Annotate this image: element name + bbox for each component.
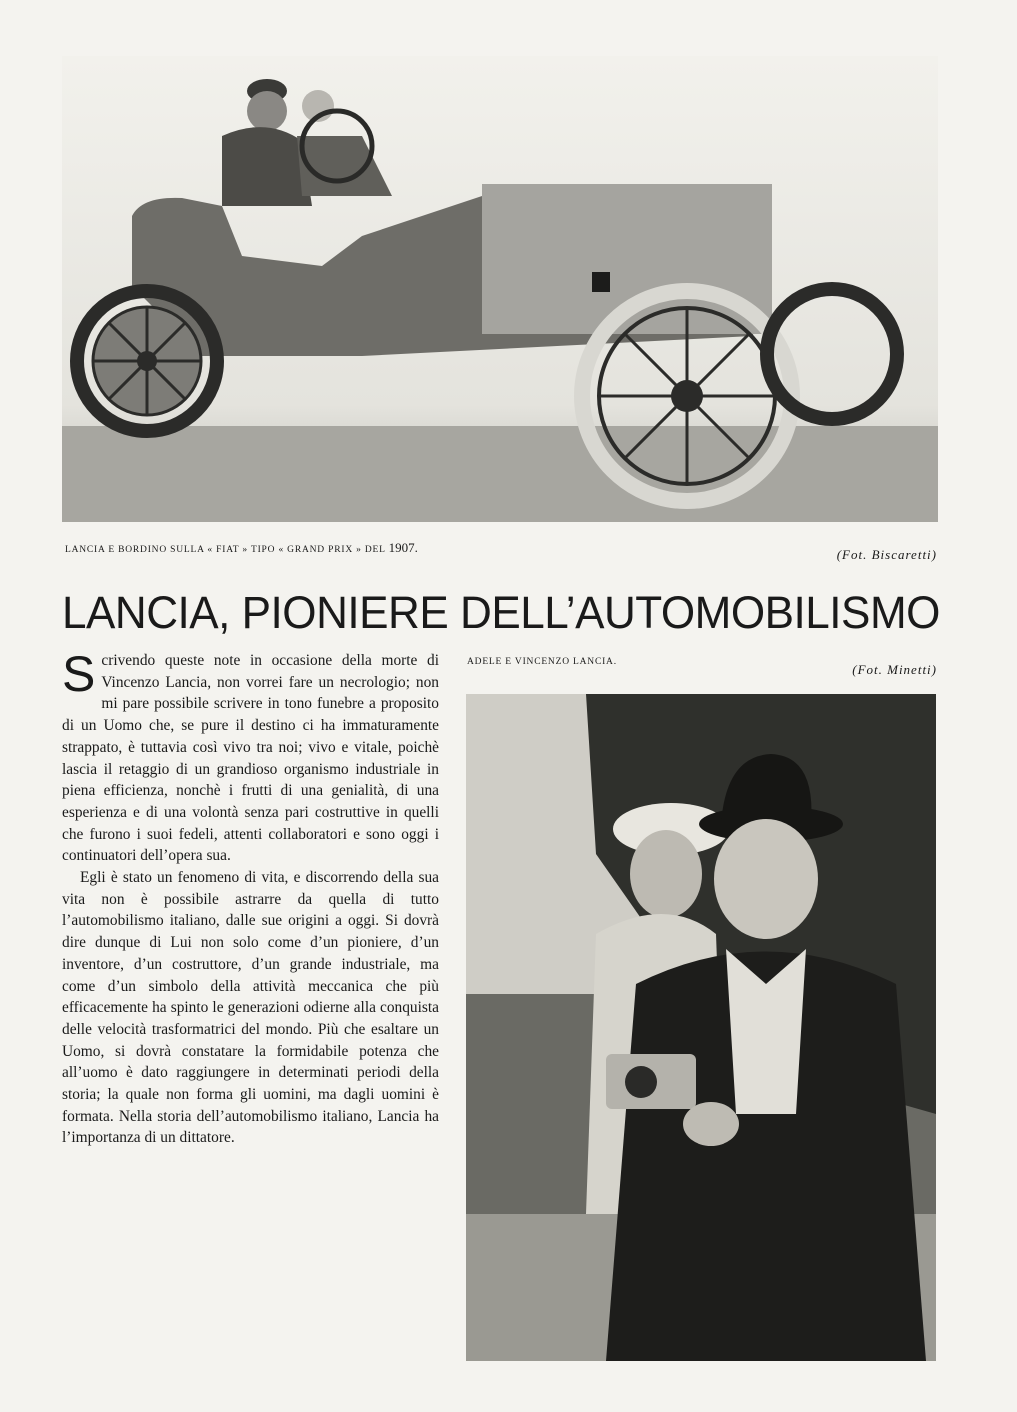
portrait-caption: ADELE E VINCENZO LANCIA.	[467, 657, 617, 667]
top-photo-caption-year: 1907.	[388, 540, 418, 555]
drop-cap: S	[62, 646, 96, 702]
race-car-photo	[62, 56, 938, 522]
race-car-photo-image	[62, 56, 938, 522]
top-photo-caption	[65, 540, 418, 556]
article-paragraph-1	[62, 646, 439, 867]
top-photo-caption-text: LANCIA E BORDINO SULLA « FIAT » TIPO « GRAND PRIX » DEL	[65, 545, 386, 555]
article-paragraph-2: Egli è stato un fenomeno di vita, e discorrendo della sua vita non è possibile astrarre da quella di tutto l’automobilismo italiano, dalle sue origini a oggi. Si dovrà dire dunque di Lui non solo come d’un pioniere, d’un inventore, d’un costruttore, d’un grande industriale, ma come d’un simbolo della attività meccanica che più efficacemente ha spinto le generazioni odierne alla conquista delle velocità trasformatrici del mondo. Più che esaltare un Uomo, si dovrà constatare la formidabile potenza che all’uomo è dato raggiungere in determinati periodi della storia; la quale non forma gli uomini, ma dagli uomini è formata. Nella storia dell’automobilismo italiano, Lancia ha l’importanza di un dittatore.	[62, 869, 439, 1147]
top-photo-credit: (Fot. Biscaretti)	[836, 547, 937, 562]
article-headline: LANCIA, PIONIERE DELL’AUTOMOBILISMO	[62, 587, 940, 638]
article-body	[62, 646, 439, 1149]
paragraph-1-text: crivendo queste note in occasione della morte di Vincenzo Lancia, non vorrei fare un necrologio; non mi pare possibile scrivere in tono funebre a proposito di un Uomo che, se pure il destino ci ha immaturamente strappato, è tuttavia così vivo tra noi; vivo e vitale, poichè lascia il retaggio di un grandioso organismo industriale in piena efficienza, nonchè i frutti di una genialità, di una esperienza e di una volontà senza pari costruttive in quelli che furono i suoi fedeli, attenti collaboratori e sono oggi i continuatori dell’opera sua.	[62, 652, 439, 865]
portrait-photo-image	[466, 694, 936, 1361]
portrait-credit: (Fot. Minetti)	[852, 662, 937, 677]
portrait-photo	[466, 694, 936, 1361]
